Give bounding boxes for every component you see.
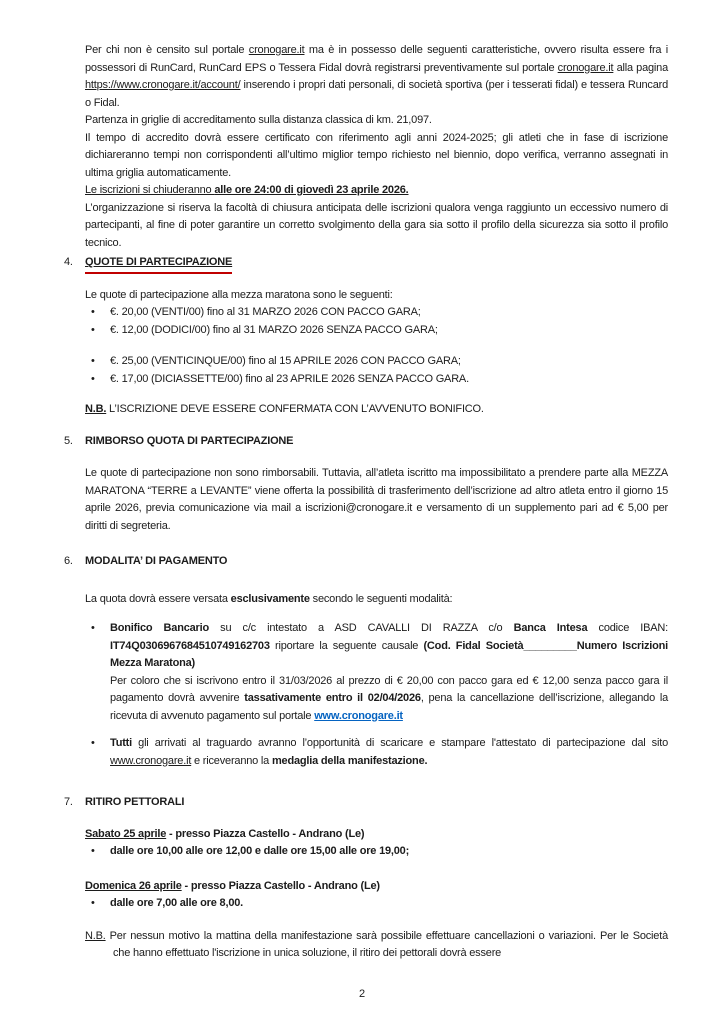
bullet-icon: • (91, 306, 95, 318)
text-run: Banca Intesa (513, 622, 588, 634)
text-run: su c/c intestato a ASD CAVALLI DI RAZZA c/o (209, 622, 514, 634)
text-run: La quota dovrà essere versata (85, 592, 231, 605)
text-run: Le iscrizioni si chiuderanno (85, 184, 215, 196)
bullet-icon: • (91, 372, 95, 385)
fee-text: €. 17,00 (DICIASSETTE/00) fino al 23 APRILE 2026 SENZA PACCO GARA. (110, 372, 469, 385)
link-cronogare-portal[interactable]: www.cronogare.it (314, 709, 403, 722)
text-run-payment-deadline: tassativamente entro il 02/04/2026 (244, 692, 421, 704)
section-heading-4 (64, 254, 668, 274)
nb-label: N.B. (85, 403, 107, 415)
list-item-fee (85, 322, 668, 340)
pickup-day-saturday (85, 826, 668, 844)
bullet-icon: • (91, 737, 95, 749)
section-title-modalita-pagamento: MODALITA’ DI PAGAMENTO (85, 555, 228, 567)
text-run: Per chi non è censito sul portale (85, 44, 249, 56)
link-cronogare-account[interactable]: https://www.cronogare.it/account/ (85, 79, 241, 91)
text-run: - presso Piazza Castello - Andrano (Le) (181, 879, 380, 892)
text-run: gli arrivati al traguardo avranno l’opportunità di scaricare e stampare l'attestato di partecipazione dal sito (132, 737, 668, 749)
link-cronogare[interactable]: www.cronogare.it (110, 754, 192, 767)
nb-payment-confirmation (85, 401, 668, 419)
text-run: Per coloro che si iscrivono entro il 31/03/2026 al prezzo di € 20,00 con pacco gara ed € 12,00 senza pacco gara il pagamento dovrà avvenire (110, 674, 668, 704)
pickup-hours: dalle ore 7,00 alle ore 8,00. (110, 897, 244, 909)
text-run: Per nessun motivo la mattina della manifestazione sarà possibile effettuare cancellazioni o variazioni. Per le Società che hanno effettuato l'iscrizione in unica soluzione, il ritiro dei pettorali dovrà essere (105, 929, 668, 959)
list-item-hours (85, 843, 668, 861)
bullet-icon: • (91, 355, 95, 367)
text-run: inserendo i propri dati personali, di società sportiva (per i tesserati fidal) e tessera Runcard o Fidal. (85, 79, 668, 109)
text-run: secondo le seguenti modalità: (309, 592, 453, 605)
section-title-quote-di-partecipazione: QUOTE DI PARTECIPAZIONE (85, 254, 232, 274)
bank-transfer-text (110, 620, 668, 725)
link-cronogare[interactable]: cronogare.it (557, 61, 614, 74)
pickup-day-sunday (85, 878, 668, 896)
pickup-day-label: Sabato 25 aprile (85, 827, 167, 840)
text-run: Tutti (110, 737, 133, 749)
nb-no-cancellation (85, 928, 668, 963)
list-item-fee (85, 304, 668, 322)
text-run-medal: medaglia della manifestazione. (271, 754, 428, 767)
payment-intro (85, 591, 668, 609)
bullet-icon: • (91, 323, 95, 336)
fee-text: €. 12,00 (DODICI/00) fino al 31 MARZO 2026 SENZA PACCO GARA; (110, 323, 438, 336)
text-run: ma è in possesso delle seguenti caratteristiche, ovvero risulta essere fra i possessori di RunCard, RunCard EPS o Tessera Fidal dovrà registrarsi preventivamente sul portale (85, 44, 668, 74)
text-run: alla pagina (613, 61, 668, 74)
certificate-text (110, 735, 668, 770)
text-run: L’ISCRIZIONE DEVE ESSERE CONFERMATA CON L’AVVENUTO BONIFICO. (106, 403, 484, 415)
fee-text: €. 20,00 (VENTI/00) fino al 31 MARZO 2026 CON PACCO GARA; (110, 306, 421, 318)
section-heading-7 (64, 794, 668, 812)
bullet-icon: • (91, 622, 95, 634)
section-title-rimborso: RIMBORSO QUOTA DI PARTECIPAZIONE (85, 434, 294, 447)
refund-policy-paragraph: Le quote di partecipazione non sono rimborsabili. Tuttavia, all’atleta iscritto ma impossibilitato a prendere parte alla MEZZA MARATONA “TERRE a LEVANTE” viene offerta la possibilità di trasferimento dell’iscrizione ad altro atleta entro il giorno 15 aprile 2026, previa comunicazione via mail a iscrizioni@cronogare.it e versamento di un supplemento pari ad € 5,00 per diritti di segreteria. (85, 467, 668, 532)
text-run: - presso Piazza Castello - Andrano (Le) (166, 827, 365, 840)
section-title-ritiro-pettorali: RITIRO PETTORALI (85, 796, 185, 808)
section-number: 4. (64, 256, 73, 268)
paragraph-closing-date (85, 182, 668, 200)
paragraph-early-closure: L’organizzazione si riserva la facoltà di chiusura anticipata delle iscrizioni qualora venga raggiunto un eccessivo numero di partecipanti, al fine di poter garantire un corretto svolgimento della gara sia sotto il profilo della sicurezza sia sotto il profilo tecnico. (85, 201, 668, 249)
bullet-icon: • (91, 897, 95, 909)
fee-text: €. 25,00 (VENTICINQUE/00) fino al 15 APRILE 2026 CON PACCO GARA; (110, 355, 461, 367)
pickup-day-label: Domenica 26 aprile (85, 879, 182, 892)
text-run: Bonifico Bancario (110, 622, 210, 634)
section-number: 7. (64, 796, 73, 808)
text-run: codice IBAN: (587, 622, 668, 634)
text-run: riportare la seguente causale (269, 639, 424, 652)
list-item-bank-transfer (85, 620, 668, 725)
link-cronogare[interactable]: cronogare.it (248, 44, 305, 56)
bullet-icon: • (91, 845, 95, 857)
text-run: , pena la cancellazione dell’iscrizione, allegando la ricevuta di avvenuto pagamento sul portale (110, 692, 668, 722)
text-run: e riceveranno la (191, 754, 272, 767)
paragraph-accredito: Il tempo di accredito dovrà essere certificato con riferimento agli anni 2024-2025; gli atleti che in fase di iscrizione dichiareranno tempi non corrispondenti all’ultimo miglior tempo richiesto nel biennio, dopo verifica, verranno assegnati in ultima griglia automaticamente. (85, 131, 668, 179)
paragraph-start-grid: Partenza in griglie di accreditamento sulla distanza classica di km. 21,097. (85, 114, 432, 126)
nb-label: N.B. (85, 929, 106, 942)
section-heading-6 (64, 553, 668, 571)
list-item-fee (85, 353, 668, 371)
text-run: esclusivamente (230, 592, 310, 605)
list-item-fee (85, 371, 668, 389)
section-number: 5. (64, 434, 73, 447)
pickup-hours: dalle ore 10,00 alle ore 12,00 e dalle ore 15,00 alle ore 19,00; (110, 845, 410, 857)
list-item-certificate (85, 735, 668, 770)
text-run-closing-deadline: alle ore 24:00 di giovedì 23 aprile 2026. (214, 184, 409, 196)
iban-code: IT74Q0306967684510749162703 (110, 639, 270, 652)
page-number: 2 (358, 988, 366, 1000)
payment-deadline-paragraph (110, 673, 668, 726)
paragraph-registration-info (85, 42, 668, 112)
list-item-hours (85, 895, 668, 913)
fees-intro: Le quote di partecipazione alla mezza maratona sono le seguenti: (85, 288, 393, 301)
payment-reference: (Cod. Fidal Società_________Numero Iscrizioni Mezza Maratona) (110, 639, 668, 669)
section-number: 6. (64, 555, 73, 567)
section-heading-5 (64, 433, 668, 451)
